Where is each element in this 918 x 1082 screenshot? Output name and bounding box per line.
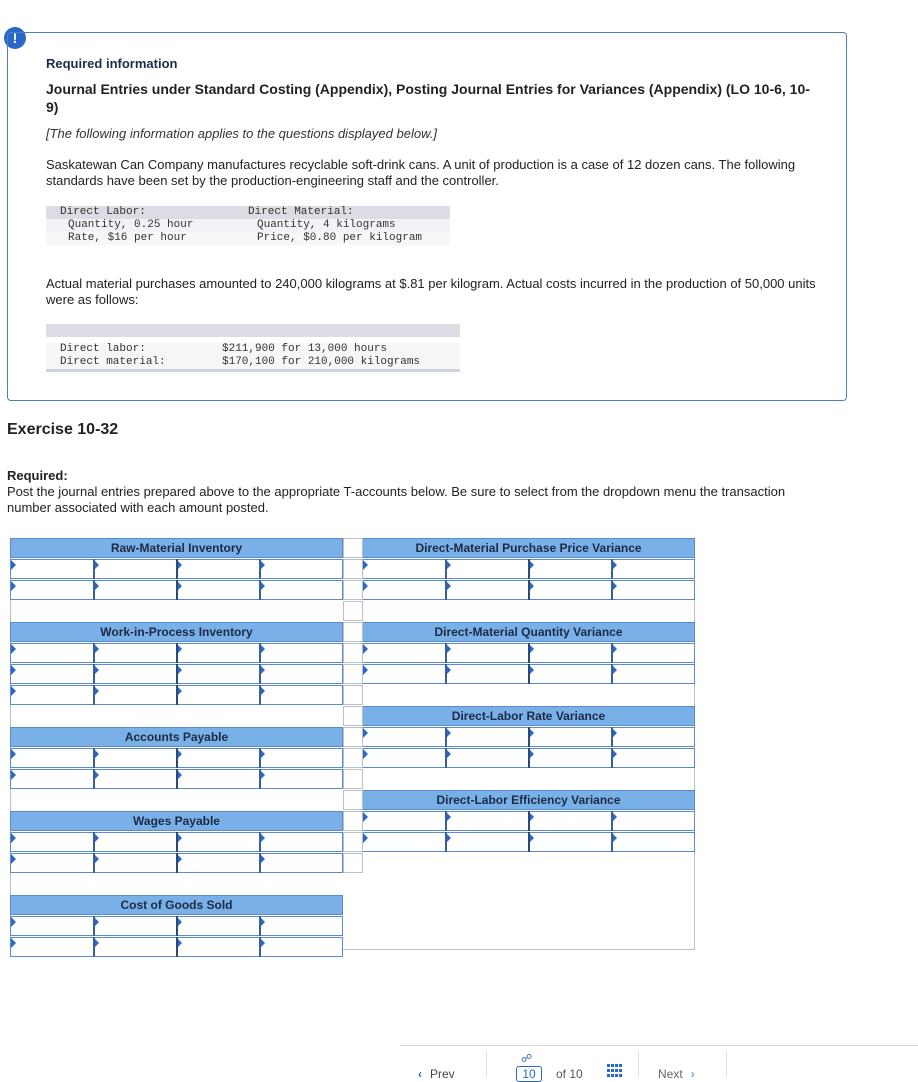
transaction-select[interactable] (369, 665, 444, 683)
transaction-select[interactable] (17, 581, 92, 599)
transaction-select[interactable] (535, 812, 610, 830)
transaction-select[interactable] (183, 581, 258, 599)
info-note: [The following information applies to the questions displayed below.] (46, 126, 437, 141)
transaction-select[interactable] (369, 749, 444, 767)
actual-labor-value: $211,900 for 13,000 hours (222, 343, 388, 355)
transaction-select[interactable] (183, 917, 258, 935)
amount-input[interactable] (100, 749, 175, 767)
amount-input[interactable] (266, 644, 341, 662)
pagination (400, 1050, 918, 1081)
amount-input[interactable] (266, 854, 341, 872)
dropdown-arrow-icon[interactable] (363, 581, 368, 591)
spacer-cell (343, 538, 363, 558)
amount-input[interactable] (266, 938, 341, 956)
dropdown-arrow-icon[interactable] (363, 644, 368, 654)
spacer-cell (343, 832, 363, 852)
spacer-cell (343, 811, 363, 831)
transaction-select[interactable] (183, 560, 258, 578)
t-account-row (10, 937, 343, 957)
t-account-row (10, 559, 343, 579)
required-information-panel (7, 32, 847, 401)
chevron-right-icon: › (690, 1067, 695, 1081)
transaction-select[interactable] (17, 770, 92, 788)
t-account-row (362, 727, 695, 747)
required-label: Required: (7, 468, 68, 483)
t-account-header-work-in-process-inventory: Work-in-Process Inventory (10, 622, 343, 642)
amount-input[interactable] (266, 560, 341, 578)
transaction-select[interactable] (17, 644, 92, 662)
amount-input[interactable] (100, 686, 175, 704)
spacer-cell (343, 790, 363, 810)
required-information-heading: Required information (46, 56, 178, 71)
exercise-title: Exercise 10-32 (7, 421, 119, 438)
chevron-left-icon: ‹ (418, 1067, 422, 1081)
t-account-row (10, 916, 343, 936)
standards-table (46, 206, 450, 245)
dropdown-arrow-icon[interactable] (11, 665, 16, 675)
amount-input[interactable] (266, 749, 341, 767)
transaction-select[interactable] (183, 833, 258, 851)
amount-input[interactable] (100, 665, 175, 683)
dropdown-arrow-icon[interactable] (11, 686, 16, 696)
transaction-select[interactable] (183, 770, 258, 788)
transaction-select[interactable] (535, 665, 610, 683)
spacer-cell (343, 853, 363, 873)
amount-input[interactable] (266, 917, 341, 935)
t-account-row (10, 685, 343, 705)
dropdown-arrow-icon[interactable] (11, 560, 16, 570)
t-account-row (10, 580, 343, 600)
amount-input[interactable] (266, 833, 341, 851)
amount-input[interactable] (100, 833, 175, 851)
t-account-row (10, 643, 343, 663)
t-account-row (362, 811, 695, 831)
transaction-select[interactable] (17, 749, 92, 767)
t-account-header-wages-payable: Wages Payable (10, 811, 343, 831)
dropdown-arrow-icon[interactable] (11, 833, 16, 843)
actual-material-value: $170,100 for 210,000 kilograms (222, 356, 421, 368)
amount-input[interactable] (452, 749, 527, 767)
problem-title: Journal Entries under Standard Costing (Appendix), Posting Journal Entries for Variances (Appendix) (LO 10-6, 10-9) (46, 81, 810, 115)
transaction-select[interactable] (17, 833, 92, 851)
transaction-select[interactable] (369, 812, 444, 830)
transaction-select[interactable] (369, 833, 444, 851)
actual-labor-label: Direct labor: (60, 343, 146, 355)
transaction-select[interactable] (535, 728, 610, 746)
spacer-cell (343, 580, 363, 600)
transaction-select[interactable] (183, 938, 258, 956)
material-header: Direct Material: (248, 206, 354, 218)
amount-input[interactable] (452, 644, 527, 662)
amount-input[interactable] (266, 665, 341, 683)
footer-divider (400, 1045, 918, 1046)
transaction-select[interactable] (17, 854, 92, 872)
amount-input[interactable] (100, 644, 175, 662)
spacer-cell (343, 622, 363, 642)
dropdown-arrow-icon[interactable] (11, 917, 16, 927)
amount-input[interactable] (618, 728, 693, 746)
t-account-header-accounts-payable: Accounts Payable (10, 727, 343, 747)
prev-button[interactable]: ‹ Prev (418, 1067, 455, 1081)
t-account-row (362, 748, 695, 768)
amount-input[interactable] (452, 812, 527, 830)
spacer-cell (343, 643, 363, 663)
transaction-select[interactable] (369, 560, 444, 578)
spacer-cell (343, 748, 363, 768)
t-account-row (10, 832, 343, 852)
amount-input[interactable] (618, 749, 693, 767)
t-account-row (10, 664, 343, 684)
amount-input[interactable] (618, 833, 693, 851)
spacer-cell (343, 769, 363, 789)
dropdown-arrow-icon[interactable] (11, 854, 16, 864)
spacer-cell (343, 706, 363, 726)
transaction-select[interactable] (369, 728, 444, 746)
amount-input[interactable] (266, 770, 341, 788)
dropdown-arrow-icon[interactable] (11, 749, 16, 759)
transaction-select[interactable] (369, 581, 444, 599)
spacer-cell (343, 559, 363, 579)
amount-input[interactable] (100, 560, 175, 578)
actual-material-label: Direct material: (60, 356, 166, 368)
transaction-select[interactable] (183, 854, 258, 872)
t-account-header-direct-material-quantity-variance: Direct-Material Quantity Variance (362, 622, 695, 642)
dropdown-arrow-icon[interactable] (363, 749, 368, 759)
transaction-select[interactable] (17, 938, 92, 956)
dropdown-arrow-icon[interactable] (11, 770, 16, 780)
spacer-cell (343, 664, 363, 684)
amount-input[interactable] (100, 854, 175, 872)
transaction-select[interactable] (183, 686, 258, 704)
t-account-header-cost-of-goods-sold: Cost of Goods Sold (10, 895, 343, 915)
amount-input[interactable] (452, 665, 527, 683)
dropdown-arrow-icon[interactable] (11, 644, 16, 654)
dropdown-arrow-icon[interactable] (363, 560, 368, 570)
dropdown-arrow-icon[interactable] (363, 833, 368, 843)
t-account-row (362, 580, 695, 600)
transaction-select[interactable] (535, 749, 610, 767)
amount-input[interactable] (452, 728, 527, 746)
transaction-select[interactable] (535, 560, 610, 578)
problem-description: Saskatewan Can Company manufactures recyclable soft-drink cans. A unit of production is a case of 12 dozen cans. The following standards have been set by the production-engineering staff and the controller. (46, 157, 796, 188)
t-account-row (362, 664, 695, 684)
t-account-row (362, 643, 695, 663)
amount-input[interactable] (618, 581, 693, 599)
transaction-select[interactable] (183, 644, 258, 662)
t-account-row (10, 853, 343, 873)
actual-costs-table (46, 324, 460, 372)
amount-input[interactable] (452, 560, 527, 578)
next-button[interactable]: Next › (658, 1067, 695, 1081)
transaction-select[interactable] (17, 917, 92, 935)
transaction-select[interactable] (369, 644, 444, 662)
labor-header: Direct Labor: (60, 206, 146, 218)
link-icon: ☍ (521, 1053, 533, 1065)
t-accounts-grid (10, 538, 696, 951)
amount-input[interactable] (100, 770, 175, 788)
labor-rate: Rate, $16 per hour (68, 232, 187, 244)
transaction-select[interactable] (17, 560, 92, 578)
amount-input[interactable] (452, 581, 527, 599)
dropdown-arrow-icon[interactable] (363, 665, 368, 675)
material-quantity: Quantity, 4 kilograms (257, 219, 396, 231)
page-count: of 10 (556, 1067, 583, 1081)
t-account-row (362, 832, 695, 852)
amount-input[interactable] (266, 686, 341, 704)
amount-input[interactable] (100, 917, 175, 935)
t-account-header-direct-material-purchase-price-variance: Direct-Material Purchase Price Variance (362, 538, 695, 558)
alert-icon: ! (4, 27, 26, 49)
t-account-header-direct-labor-rate-variance: Direct-Labor Rate Variance (362, 706, 695, 726)
amount-input[interactable] (618, 665, 693, 683)
transaction-select[interactable] (535, 644, 610, 662)
current-page-indicator[interactable]: 10 (516, 1066, 542, 1082)
transaction-select[interactable] (183, 749, 258, 767)
t-account-row (10, 748, 343, 768)
spacer-cell (343, 685, 363, 705)
dropdown-arrow-icon[interactable] (11, 938, 16, 948)
dropdown-arrow-icon[interactable] (363, 812, 368, 822)
transaction-select[interactable] (535, 581, 610, 599)
actual-costs-description: Actual material purchases amounted to 240,000 kilograms at $.81 per kilogram. Actual costs incurred in the production of 50,000 units were as follows: (46, 276, 816, 307)
t-account-header-direct-labor-efficiency-variance: Direct-Labor Efficiency Variance (362, 790, 695, 810)
t-account-row (10, 769, 343, 789)
spacer-cell (343, 601, 363, 621)
labor-quantity: Quantity, 0.25 hour (68, 219, 194, 231)
transaction-select[interactable] (17, 686, 92, 704)
dropdown-arrow-icon[interactable] (11, 581, 16, 591)
transaction-select[interactable] (17, 665, 92, 683)
dropdown-arrow-icon[interactable] (363, 728, 368, 738)
amount-input[interactable] (100, 581, 175, 599)
required-instructions: Post the journal entries prepared above to the appropriate T-accounts below. Be sure to select from the dropdown menu the transaction number associated with each amount posted. (7, 484, 786, 515)
amount-input[interactable] (100, 938, 175, 956)
transaction-select[interactable] (535, 833, 610, 851)
amount-input[interactable] (452, 833, 527, 851)
material-price: Price, $0.80 per kilogram (257, 232, 423, 244)
amount-input[interactable] (266, 581, 341, 599)
spacer-cell (343, 727, 363, 747)
amount-input[interactable] (618, 812, 693, 830)
grid-icon[interactable] (607, 1064, 621, 1078)
t-account-header-raw-material-inventory: Raw-Material Inventory (10, 538, 343, 558)
amount-input[interactable] (618, 644, 693, 662)
amount-input[interactable] (618, 560, 693, 578)
transaction-select[interactable] (183, 665, 258, 683)
t-account-row (362, 559, 695, 579)
